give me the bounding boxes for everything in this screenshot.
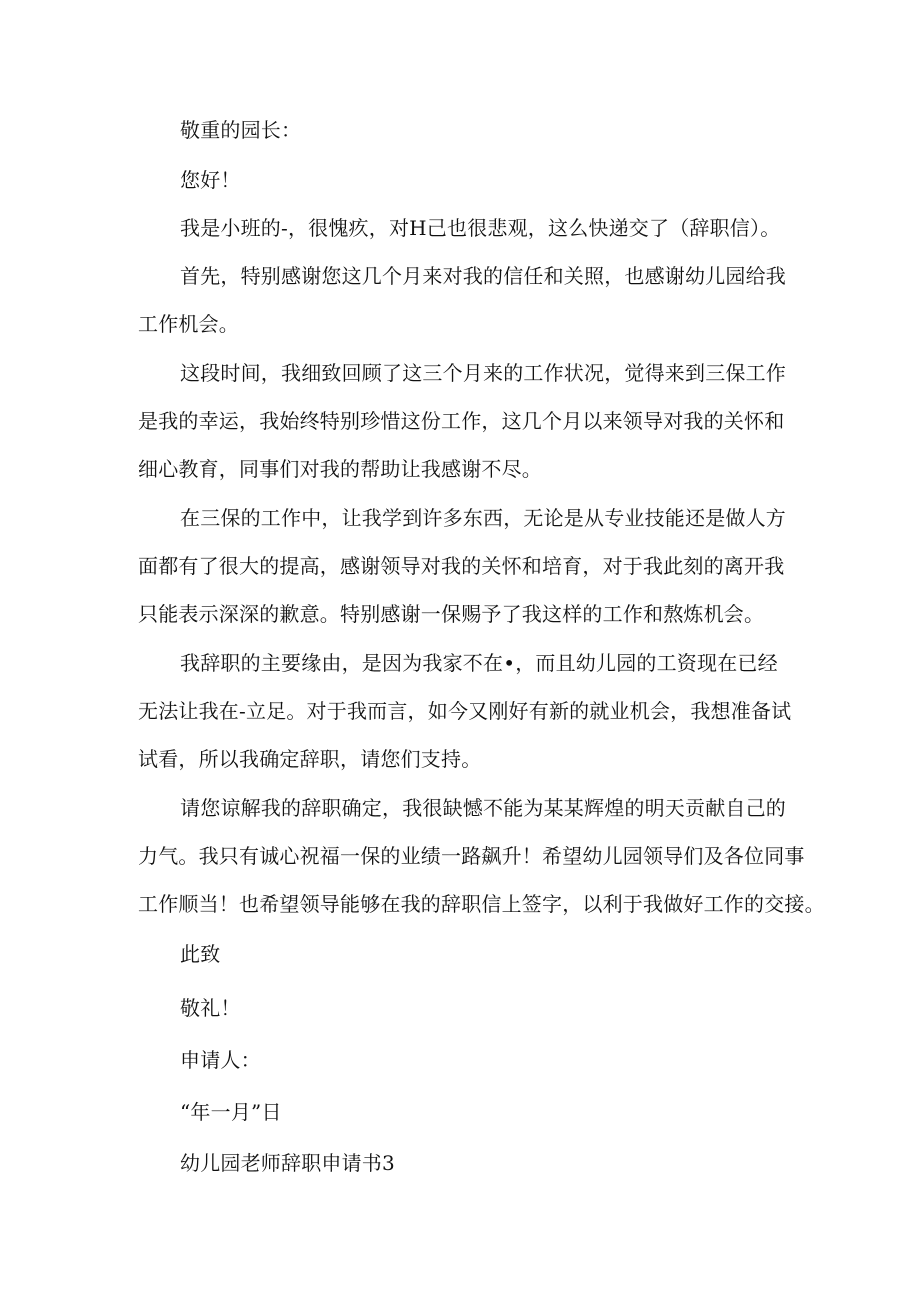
paragraph-4-line-2: 面都有了很大的提高，感谢领导对我的关怀和培育，对于我此刻的离开我 [138, 554, 785, 578]
next-section-title: 幼儿园老师辞职申请书3 [180, 1151, 395, 1175]
greeting: 您好！ [180, 168, 241, 192]
paragraph-6-line-1: 请您谅解我的辞职确定，我很缺憾不能为某某辉煌的明天贡献自己的 [180, 796, 786, 820]
paragraph-6-line-2: 力气。我只有诚心祝福一保的业绩一路飙升！希望幼儿园领导们及各位同事 [138, 844, 805, 868]
salutation: 敬重的园长： [180, 118, 302, 142]
paragraph-5-line-1: 我辞职的主要缘由，是因为我家不在•，而且幼儿园的工资现在已经 [180, 651, 778, 675]
paragraph-2-line-1: 首先，特别感谢您这几个月来对我的信任和关照，也感谢幼儿园给我 [180, 264, 786, 288]
paragraph-5-line-2: 无法让我在-立足。对于我而言，如今又刚好有新的就业机会，我想准备试 [138, 699, 792, 723]
paragraph-1-line-1: 我是小班的-，很愧疚，对H己也很悲观，这么快递交了（辞职信）。 [180, 216, 781, 240]
paragraph-3-line-3: 细心教育，同事们对我的帮助让我感谢不尽。 [138, 457, 542, 481]
applicant-label: 申请人： [180, 1048, 261, 1072]
closing: 此致 [180, 942, 221, 966]
paragraph-6-line-3: 工作顺当！也希望领导能够在我的辞职信上签字，以利于我做好工作的交接。 [138, 892, 825, 916]
paragraph-4-line-1: 在三保的工作中，让我学到许多东西，无论是从专业技能还是做人方 [180, 506, 786, 530]
paragraph-2-line-2: 工作机会。 [138, 312, 239, 336]
paragraph-3-line-2: 是我的幸运，我始终特别珍惜这份工作，这几个月以来领导对我的关怀和 [138, 409, 785, 433]
paragraph-5-line-3: 试看，所以我确定辞职，请您们支持。 [138, 747, 482, 771]
date-line: “年一月”日 [180, 1100, 282, 1124]
paragraph-4-line-3: 只能表示深深的歉意。特别感谢一保赐予了我这样的工作和熬炼机会。 [138, 602, 765, 626]
regards: 敬礼！ [180, 996, 241, 1020]
paragraph-3-line-1: 这段时间，我细致回顾了这三个月来的工作状况，觉得来到三保工作 [180, 361, 786, 385]
